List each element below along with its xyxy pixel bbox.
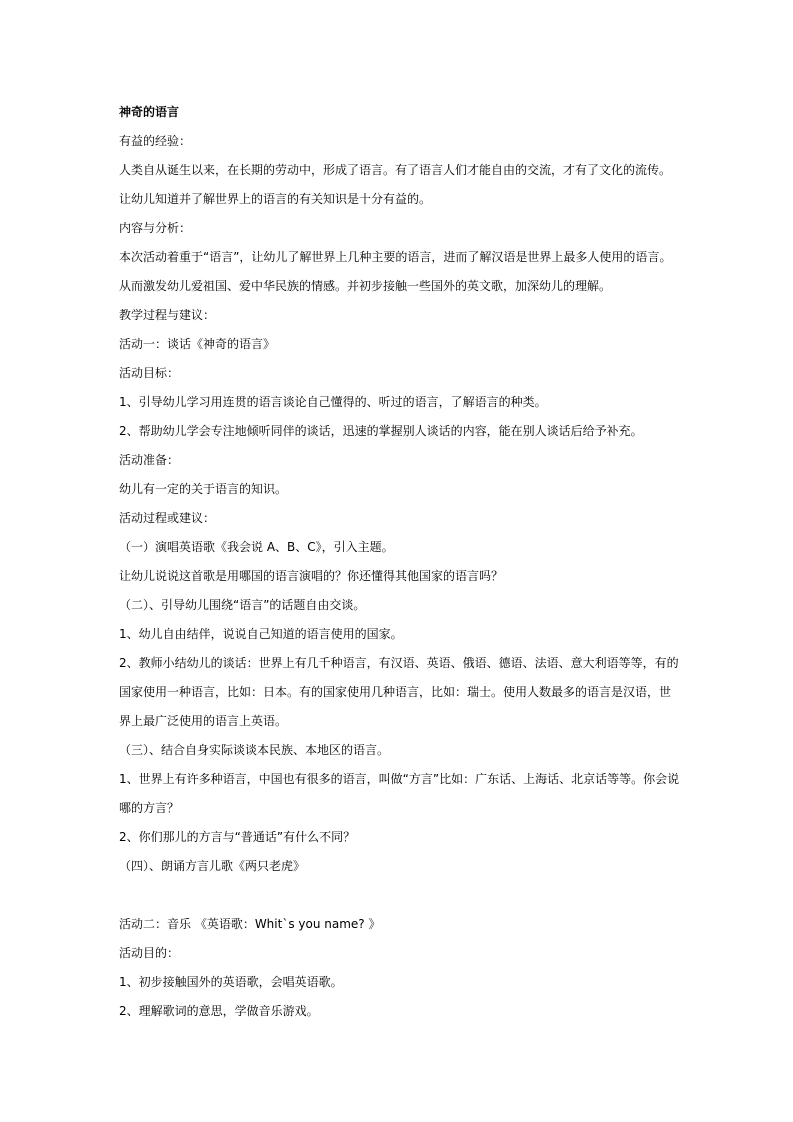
document-title: 神奇的语言 [119, 105, 180, 119]
paragraph-line: （四）、朗诵方言儿歌《两只老虎》 [119, 859, 306, 873]
paragraph-line: 本次活动着重于“语言”，让幼儿了解世界上几种主要的语言，进而了解汉语是世界上最多人使用的语言。 [119, 250, 672, 264]
paragraph-line: 内容与分析： [119, 221, 192, 235]
paragraph-line: 哪的方言？ [119, 801, 180, 815]
paragraph-line: 人类自从诞生以来，在长期的劳动中，形成了语言。有了语言人们才能自由的交流，才有了文化的流传。 [119, 163, 672, 177]
paragraph-line: 活动过程或建议： [119, 511, 216, 525]
paragraph-line: 活动目标： [119, 366, 180, 380]
paragraph-line: （三）、结合自身实际谈谈本民族、本地区的语言。 [119, 743, 390, 757]
paragraph-line: 有益的经验： [119, 134, 192, 148]
paragraph-line: （一）演唱英语歌《我会说 A、B、C》，引入主题。 [119, 540, 394, 554]
paragraph-line: 1、幼儿自由结伴，说说自己知道的语言使用的国家。 [119, 627, 403, 641]
paragraph-line: 让幼儿知道并了解世界上的语言的有关知识是十分有益的。 [119, 192, 432, 206]
paragraph-line: （二）、引导幼儿围绕“语言”的话题自由交谈。 [119, 598, 366, 612]
paragraph-line: 幼儿有一定的关于语言的知识。 [119, 482, 288, 496]
paragraph-line: 1、引导幼儿学习用连贯的语言谈论自己懂得的、听过的语言，了解语言的种类。 [119, 395, 547, 409]
activity-two-goal-1: 1、初步接触国外的英语歌，会唱英语歌。 [119, 975, 343, 989]
activity-two-goal-label: 活动目的： [119, 946, 180, 960]
activity-two-heading: 活动二：音乐 《英语歌：Whit`s you name? 》 [119, 917, 381, 931]
blank-line [119, 881, 679, 910]
paragraph-line: 让幼儿说说这首歌是用哪国的语言演唱的？你还懂得其他国家的语言吗？ [119, 569, 504, 583]
paragraph-line: 活动一：谈话《神奇的语言》 [119, 337, 276, 351]
paragraph-line: 教学过程与建议： [119, 308, 216, 322]
activity-two-goal-2: 2、理解歌词的意思，学做音乐游戏。 [119, 1004, 319, 1018]
paragraph-line: 国家使用一种语言，比如：日本。有的国家使用几种语言，比如：瑞士。使用人数最多的语言是汉语，世 [119, 685, 672, 699]
document-body [119, 98, 679, 1026]
paragraph-line: 活动准备： [119, 453, 180, 467]
paragraph-line: 2、你们那儿的方言与“普通话”有什么不同？ [119, 830, 356, 844]
paragraph-line: 2、教师小结幼儿的谈话：世界上有几千种语言，有汉语、英语、俄语、德语、法语、意大利语等等，有的 [119, 656, 679, 670]
paragraph-line: 2、帮助幼儿学会专注地倾听同伴的谈话，迅速的掌握别人谈话的内容，能在别人谈话后给予补充。 [119, 424, 643, 438]
paragraph-line: 1、世界上有许多种语言，中国也有很多的语言，叫做“方言”比如：广东话、上海话、北京话等等。你会说 [119, 772, 679, 786]
paragraph-line: 从而激发幼儿爱祖国、爱中华民族的情感。并初步接触一些国外的英文歌，加深幼儿的理解。 [119, 279, 612, 293]
paragraph-line: 界上最广泛使用的语言上英语。 [119, 714, 288, 728]
